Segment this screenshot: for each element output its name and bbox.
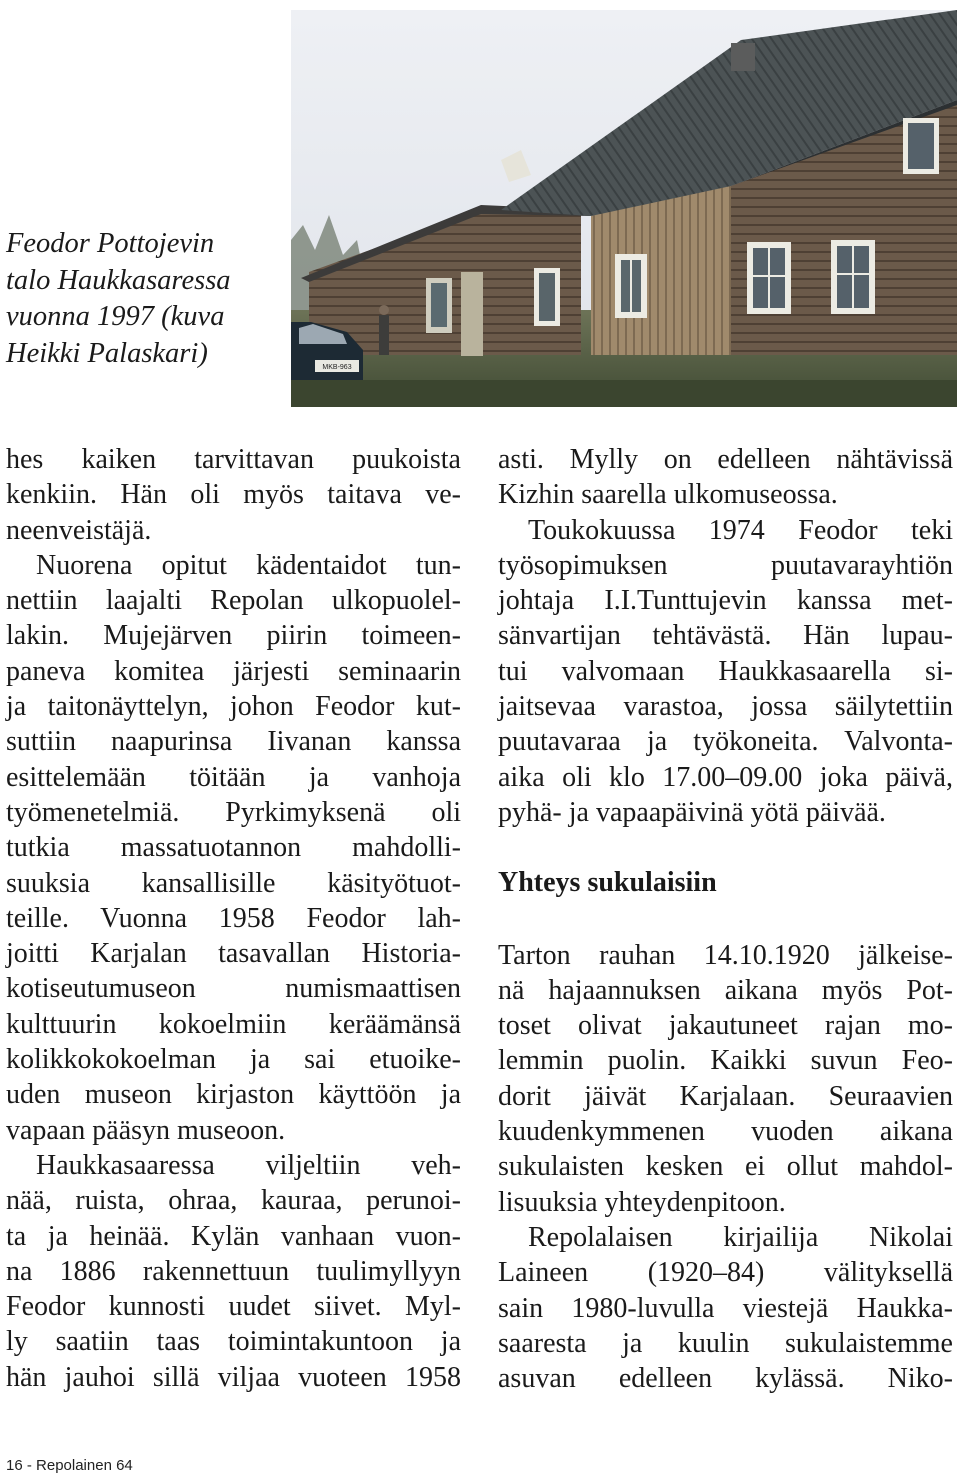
text-line: Laineen (1920–84) välityksellä [498, 1257, 953, 1289]
text-line: suttiin naapurinsa Iivanan kanssa [6, 726, 461, 758]
text-line: hes kaiken tarvittavan puukoista [6, 444, 461, 475]
text-line: kulttuurin kokoelmiin keräämänsä [6, 1008, 461, 1040]
text-line: Nuorena opitut kädentaidot tun- [36, 549, 461, 581]
text-line: ja taitonäyttelyn, johon Feodor kut- [6, 691, 461, 723]
text-line: asti. Mylly on edelleen nähtävissä [498, 444, 953, 475]
text-line: pyhä- ja vapaapäivinä yötä päivää. [498, 796, 886, 828]
text-line: Repolalaisen kirjailija Nikolai [528, 1221, 953, 1253]
caption-line: vuonna 1997 (kuva [6, 301, 225, 332]
text-line: Kizhin saarella ulkomuseossa. [498, 479, 838, 511]
text-line: neenveistäjä. [6, 514, 152, 546]
text-line: Toukokuussa 1974 Feodor teki [528, 514, 953, 546]
text-line: johtaja I.I.Tunttujevin kanssa met- [498, 585, 953, 617]
text-line: sänvartijan tehtävästä. Hän lupau- [498, 620, 953, 652]
text-line: lakin. Mujejärven piirin toimeen- [6, 620, 461, 652]
house-photo [291, 10, 957, 407]
license-plate: MKB-963 [322, 364, 352, 371]
text-line: kotiseutumuseon numismaattisen [6, 973, 461, 1005]
page-footer: 16 - Repolainen 64 [6, 1457, 133, 1474]
text-line: vapaan pääsyn museoon. [6, 1114, 286, 1146]
text-line: uden museon kirjaston käyttöön ja [6, 1079, 461, 1111]
text-line: tutkia massatuotannon mahdolli- [6, 832, 461, 864]
text-line: teille. Vuonna 1958 Feodor lah- [6, 902, 461, 934]
text-line: nää, ruista, ohraa, kauraa, perunoi- [6, 1185, 461, 1217]
text-line: ta ja heinää. Kylän vanhaan vuon- [6, 1220, 461, 1252]
text-line: nettiin laajalti Repolan ulkopuolel- [6, 585, 461, 617]
right-text-column [498, 442, 953, 1396]
text-line: na 1886 rakennettuun tuulimyllyyn [6, 1255, 461, 1287]
text-line: nä hajaannuksen aikana myös Pot- [498, 974, 953, 1006]
text-line: lemmin puolin. Kaikki suvun Feo- [498, 1045, 953, 1077]
text-line: tui valvomaan Haukkasaarella si- [498, 655, 953, 687]
text-line: työmenetelmiä. Pyrkimyksenä oli [6, 796, 461, 828]
text-line: kenkiin. Hän oli myös taitava ve- [6, 479, 461, 511]
text-line: puutavaraa ja työkoneita. Valvonta- [498, 726, 953, 758]
text-line: ly saatiin taas toimintakuntoon ja [6, 1326, 461, 1358]
text-line: kuudenkymmenen vuoden aikana [498, 1116, 953, 1148]
caption-line: Heikki Palaskari) [6, 337, 208, 369]
text-line: aika oli klo 17.00–09.00 joka päivä, [498, 761, 953, 793]
text-line: joitti Karjalan tasavallan Historia- [6, 938, 461, 970]
text-line: asuvan edelleen kylässä. Niko- [498, 1363, 953, 1395]
text-line: lisuuksia yhteydenpitoon. [498, 1186, 786, 1218]
text-line: työsopimuksen puutavarayhtiön [498, 549, 953, 581]
text-line: sukulaisten kesken ei ollut mahdol- [498, 1151, 953, 1183]
text-line: jaitsevaa varastoa, jossa säilytettiin [498, 691, 953, 723]
text-line: suuksia kansallisille käsityötuot- [6, 867, 461, 899]
text-line: Feodor kunnosti uudet siivet. Myl- [6, 1291, 461, 1323]
text-line: esittelemään töitään ja vanhoja [6, 761, 461, 793]
left-text-column [6, 442, 461, 1395]
photo-caption [6, 226, 276, 372]
text-line: kolikkokokoelman ja sai etuoike- [6, 1044, 461, 1076]
text-line: sain 1980-luvulla viestejä Haukka- [498, 1292, 953, 1324]
text-line: hän jauhoi sillä viljaa vuoteen 1958 [6, 1361, 461, 1393]
text-line: saaresta ja kuulin sukulaistemme [498, 1327, 953, 1359]
text-line: dorit jäivät Karjalaan. Seuraavien [498, 1080, 953, 1112]
text-line: Haukkasaaressa viljeltiin veh- [36, 1149, 461, 1181]
text-line: paneva komitea järjesti seminaarin [6, 655, 461, 687]
text-line: toset olivat jakautuneet rajan mo- [498, 1010, 953, 1042]
caption-line: talo Haukkasaressa [6, 264, 231, 296]
caption-line: Feodor Pottojevin [6, 228, 215, 259]
section-heading: Yhteys sukulaisiin [498, 867, 717, 899]
text-line: Tarton rauhan 14.10.1920 jälkeise- [498, 939, 953, 971]
